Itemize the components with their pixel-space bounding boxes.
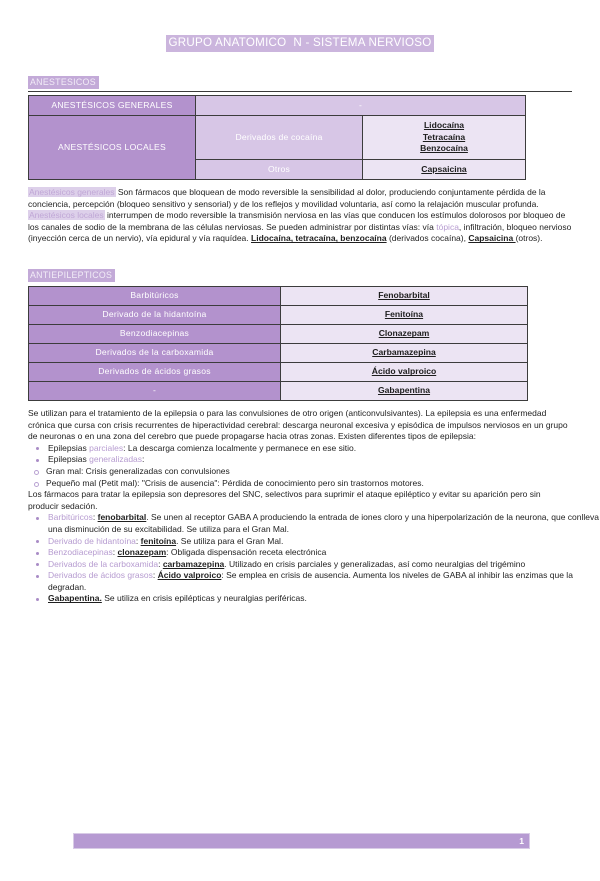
type-emphasis: generalizadas [89,454,143,465]
anestesicos-description [28,187,572,245]
drug-name: Tetracaína [422,131,466,142]
type-label: Epilepsias [48,442,90,453]
type-rest: : La descarga comienza localmente y permanece en ese sitio. [123,442,357,453]
drug-name: fenobarbital [97,512,147,523]
drug-description: . Utilizado en crisis parciales y generalizadas, así como neuralgias del trigémino [224,558,526,569]
cell-category: Barbitúricos [29,286,281,305]
table-row [29,286,528,305]
page-title: GRUPO ANATOMICO N - SISTEMA NERVIOSO [166,35,433,52]
drug-name: Capsaicina [421,163,467,174]
drug-name: Ácido valproico [371,366,437,377]
cell-drugs [363,159,526,180]
list-item [34,443,600,455]
drug-group: Barbitúricos [48,512,93,523]
cell-category: ANESTÉSICOS GENERALES [29,96,196,116]
drug-name: Gabapentina. [48,593,102,604]
text-locales-part4: (otros). [515,233,543,244]
separator: : [92,512,98,523]
cell-drugs [363,116,526,160]
cell-category: - [29,381,281,400]
list-item: Gran mal: Crisis generalizadas con convulsiones [32,466,600,478]
cell-subcategory: Derivados de cocaína [196,116,363,160]
drug-name: clonazepam [117,547,167,558]
drug-name: Gabapentina [377,385,431,396]
drug-group: Derivado de hidantoína [48,535,136,546]
term-topica: tópica [436,221,459,232]
cell-subcategory: Otros [196,159,363,180]
drug-name: Fenitoína [384,309,424,320]
cell-category: Benzodiacepinas [29,324,281,343]
type-rest: : [142,454,145,465]
drug-description: : Se emplea en crisis de ausencia. Aumenta los niveles de GABA al inhibir las enzimas que la degradan. [48,570,573,592]
antiepilepticos-description [28,408,572,443]
document-title-container [0,33,600,52]
table-antiepilepticos [28,286,528,401]
list-item [34,593,600,605]
drug-description: . Se utiliza para el Gran Mal. [176,535,284,546]
cell-category: Derivados de la carboxamida [29,343,281,362]
drug-name: carbamazepina [162,558,225,569]
page-number: 1 [519,836,524,846]
section-heading-label: ANTIEPILEPTICOS [28,269,115,282]
type-label: Epilepsias [48,454,90,465]
text-locales-part1: interrumpen de modo reversible la transmisión nerviosa en las vías que conducen los estímulos dolorosos por bloqueo de los canales de sodio de la membrana de las células nerviosas. Se pueden administrar por distintas vías: vía [28,210,566,232]
paragraph-intro: Se utilizan para el tratamiento de la epilepsia o para las convulsiones de otro origen (anticonvulsivantes). La epilepsia es una enfermedad crónica que cursa con crisis recurrentes de hiperactividad cerebral: descarga neuronal excesiva y episódica de impulsos nerviosos en un grupo de neuronas o en una zona del cerebro que puede propagarse hacia otras zonas. Existen diferentes tipos de epilepsia: [28,407,568,442]
cell-drug [281,381,528,400]
separator: : [135,535,141,546]
section-heading-antiepilepticos [28,245,600,283]
paragraph-generales [28,187,572,210]
list-item [34,512,600,535]
drug-name: Fenobarbital [378,290,430,301]
table-row [29,362,528,381]
paragraph-locales [28,210,572,245]
list-item [34,559,600,571]
epilepsy-subtypes-list [0,466,600,489]
drug-capsaicina: Capsaicina [468,233,516,244]
section-divider [28,91,572,92]
drug-description: . Se unen al receptor GABA A produciendo la entrada de iones cloro y una hiperpolarización de la neurona, que conlleva una disminución de su excitabilidad. Se utiliza para el Gran Mal. [48,512,599,534]
table-row [29,116,526,160]
cell-drug [281,324,528,343]
table-row [29,381,528,400]
type-emphasis: parciales [89,442,124,453]
cell-drug [281,343,528,362]
footer-bar [73,833,530,849]
section-heading-anestesicos [28,52,600,90]
section-heading-label: ANESTESICOS [28,76,99,89]
cell-drug [281,286,528,305]
cell-category: Derivado de la hidantoína [29,305,281,324]
list-item [34,547,600,559]
drug-description: : Obligada dispensación receta electrónica [166,547,327,558]
list-item [34,570,600,593]
drug-group: Derivados de la carboxamida [48,558,159,569]
drug-group: Derivados de ácidos grasos [48,570,153,581]
drug-name: Benzocaína [420,143,468,153]
list-item [34,454,600,466]
table-row [29,343,528,362]
list-item [34,536,600,548]
text-locales-part3: (derivados cocaína), [386,233,469,244]
antiepilepticos-drug-list [0,512,600,605]
table-row [29,305,528,324]
drug-description: Se utiliza en crisis epilépticas y neuralgias periféricas. [101,593,307,604]
drug-name: fenitoína [140,535,177,546]
drug-group: Benzodiacepinas [48,547,113,558]
term-anestesicos-locales: Anestésicos locales [29,210,104,221]
cell-category: Derivados de ácidos grasos [29,362,281,381]
paragraph-mid: Los fármacos para tratar la epilepsia son depresores del SNC, selectivos para suprimir el ataque epiléptico y evitar su aparición pero sin producir sedación. [28,489,541,511]
text-generales-body: Son fármacos que bloquean de modo reversible la sensibilidad al dolor, produciendo conjuntamente pérdida de la conciencia, percepción (bloqueo sensitivo y sensorial) y de los reflejos y movilidad voluntaria, así como la relajación muscular profunda. [28,187,546,209]
table-row [29,96,526,116]
list-item: Pequeño mal (Petit mal): "Crisis de ausencia": Pérdida de conocimiento pero sin trastornos motores. [32,478,600,490]
table-row [29,324,528,343]
table-anestesicos [28,95,526,180]
cell-drug [281,305,528,324]
cell-drug [281,362,528,381]
cell-subcategory: - [196,96,526,116]
separator: : [152,570,158,581]
drug-name: Clonazepam [378,328,430,339]
text-locales-part2: , infiltración, bloqueo nervioso (inyección cerca de un nervio), vía epidural y vía raquídea. [28,221,572,244]
drug-name: Carbamazepina [372,347,436,358]
cell-category: ANESTÉSICOS LOCALES [29,116,196,180]
antiepilepticos-mid-paragraph [28,489,572,512]
drug-name: Lidocaína [423,120,465,130]
separator: : [112,547,118,558]
drug-list-cocaina: Lidocaína, tetracaína, benzocaína [251,233,387,244]
term-anestesicos-generales: Anestésicos generales [29,187,115,197]
document-page [0,33,600,881]
epilepsy-types-list [0,443,600,466]
separator: : [158,558,163,569]
drug-name: Ácido valproico [157,570,222,581]
